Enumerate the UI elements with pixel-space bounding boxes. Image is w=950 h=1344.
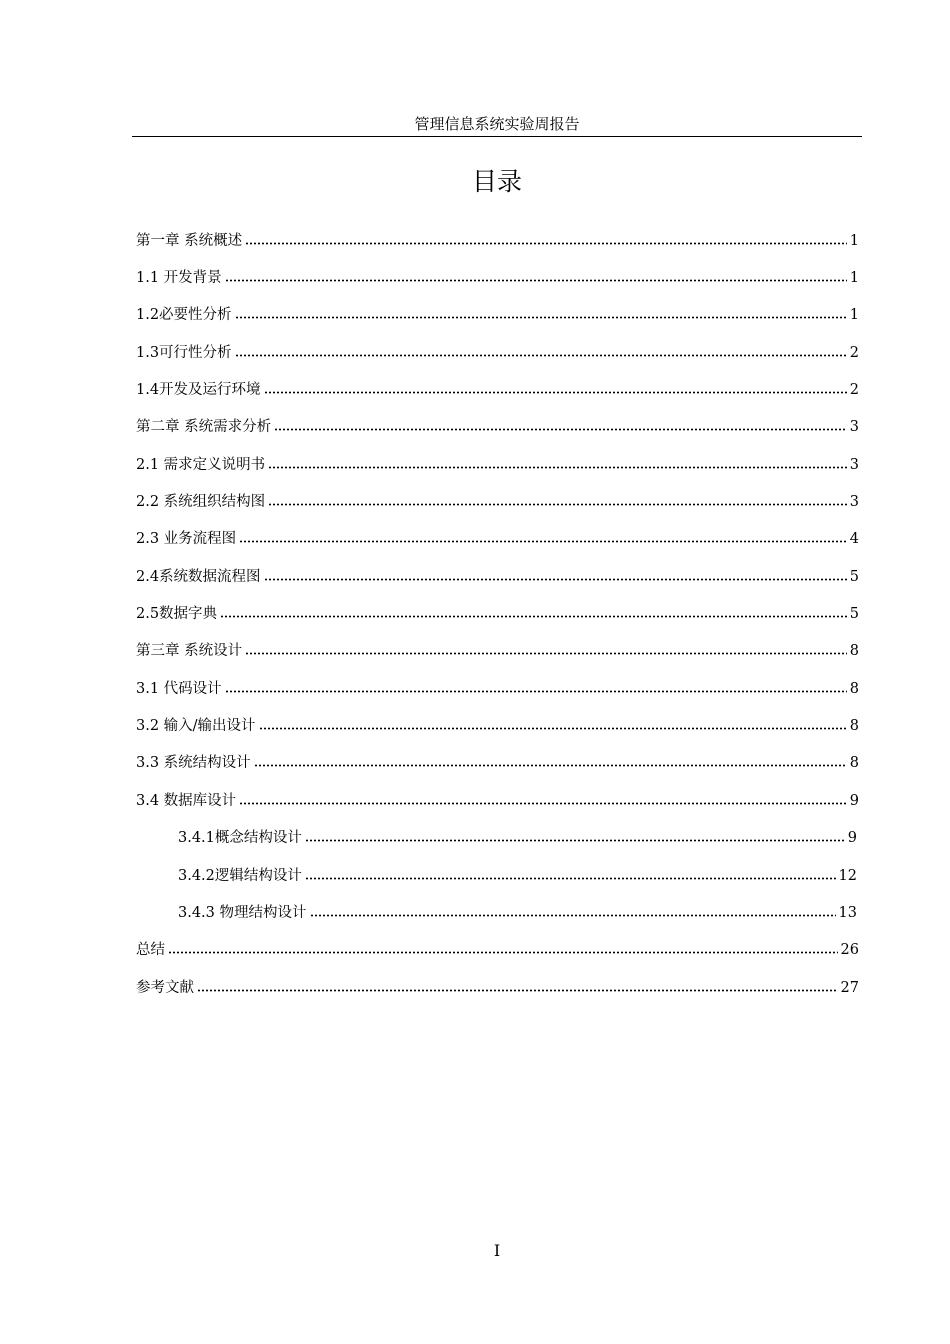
toc-entry-page: 8 [849, 643, 859, 660]
toc-entry-page: 9 [849, 792, 859, 809]
toc-entry[interactable] [136, 894, 859, 931]
toc-entry-page: 13 [838, 904, 857, 921]
toc-entry-page: 8 [849, 680, 859, 697]
toc-entry-page: 3 [849, 494, 859, 511]
toc-entry[interactable] [136, 595, 859, 632]
toc-entry-page: 4 [849, 531, 859, 548]
dot-leader [264, 391, 847, 394]
toc-entry-title: 1.1 开发背景 [136, 270, 222, 287]
toc-entry-page: 5 [849, 606, 859, 623]
dot-leader [310, 914, 836, 917]
dot-leader [259, 727, 847, 730]
toc-entry[interactable] [136, 670, 859, 707]
toc-entry[interactable] [136, 932, 859, 969]
toc-entry-title: 第一章 系统概述 [136, 232, 243, 249]
toc-entry[interactable] [136, 857, 859, 894]
toc-entry-title: 3.4.2逻辑结构设计 [178, 867, 302, 884]
toc-entry-title: 3.3 系统结构设计 [136, 755, 251, 772]
dot-leader [239, 802, 847, 805]
dot-leader [225, 690, 847, 693]
toc-entry-page: 8 [849, 755, 859, 772]
toc-entry-page: 1 [849, 307, 859, 324]
toc-entry-page: 12 [838, 867, 857, 884]
header-rule [132, 136, 862, 137]
toc-entry-page: 5 [849, 568, 859, 585]
toc-entry[interactable] [136, 521, 859, 558]
dot-leader [245, 652, 847, 655]
toc-entry-page: 1 [849, 232, 859, 249]
toc-entry[interactable] [136, 558, 859, 595]
toc-entry-page: 3 [849, 419, 859, 436]
toc-entry-title: 2.1 需求定义说明书 [136, 456, 266, 473]
toc-entry[interactable] [136, 446, 859, 483]
dot-leader [245, 242, 847, 245]
toc-entry[interactable] [136, 297, 859, 334]
toc-entry-page: 9 [847, 830, 857, 847]
dot-leader [254, 764, 847, 767]
toc-entry[interactable] [136, 782, 859, 819]
toc-entry[interactable] [136, 969, 859, 1006]
page-number: I [493, 1241, 501, 1260]
toc-entry-title: 3.4.3 物理结构设计 [178, 904, 307, 921]
toc-entry[interactable] [136, 334, 859, 371]
toc-entry-page: 2 [849, 382, 859, 399]
toc-entry[interactable] [136, 483, 859, 520]
dot-leader [305, 877, 836, 880]
dot-leader [235, 354, 847, 357]
toc-title: 目录 [471, 167, 522, 196]
toc-entry-title: 第二章 系统需求分析 [136, 419, 272, 436]
toc-entry-title: 参考文献 [136, 979, 194, 996]
dot-leader [225, 279, 847, 282]
dot-leader [197, 989, 838, 992]
table-of-contents [136, 222, 859, 1006]
toc-entry[interactable] [136, 707, 859, 744]
dot-leader [268, 466, 847, 469]
toc-entry-page: 3 [849, 456, 859, 473]
toc-entry[interactable] [136, 222, 859, 259]
toc-entry-page: 1 [849, 270, 859, 287]
toc-entry-title: 3.4.1概念结构设计 [178, 830, 302, 847]
toc-entry-page: 8 [849, 718, 859, 735]
dot-leader [220, 615, 847, 618]
toc-entry-page: 2 [849, 344, 859, 361]
dot-leader [264, 578, 847, 581]
running-header: 管理信息系统实验周报告 [414, 115, 580, 133]
toc-entry-title: 1.2必要性分析 [136, 307, 232, 324]
toc-entry-title: 总结 [136, 942, 165, 959]
toc-entry-page: 26 [840, 942, 859, 959]
dot-leader [305, 839, 845, 842]
toc-entry-title: 第三章 系统设计 [136, 643, 243, 660]
toc-entry[interactable] [136, 409, 859, 446]
toc-entry-title: 2.4系统数据流程图 [136, 568, 261, 585]
toc-entry[interactable] [136, 259, 859, 296]
toc-entry-title: 3.4 数据库设计 [136, 792, 237, 809]
toc-entry-page: 27 [840, 979, 859, 996]
toc-entry-title: 2.2 系统组织结构图 [136, 494, 266, 511]
toc-entry-title: 2.3 业务流程图 [136, 531, 237, 548]
toc-entry[interactable] [136, 633, 859, 670]
toc-entry-title: 3.2 输入/输出设计 [136, 718, 256, 735]
toc-entry-title: 2.5数据字典 [136, 606, 218, 623]
toc-entry-title: 1.3可行性分析 [136, 344, 232, 361]
toc-entry[interactable] [136, 820, 859, 857]
toc-entry[interactable] [136, 745, 859, 782]
toc-entry-title: 1.4开发及运行环境 [136, 382, 261, 399]
toc-entry-title: 3.1 代码设计 [136, 680, 222, 697]
dot-leader [168, 951, 838, 954]
dot-leader [239, 540, 847, 543]
dot-leader [268, 503, 847, 506]
dot-leader [274, 428, 847, 431]
toc-entry[interactable] [136, 371, 859, 408]
dot-leader [235, 316, 847, 319]
